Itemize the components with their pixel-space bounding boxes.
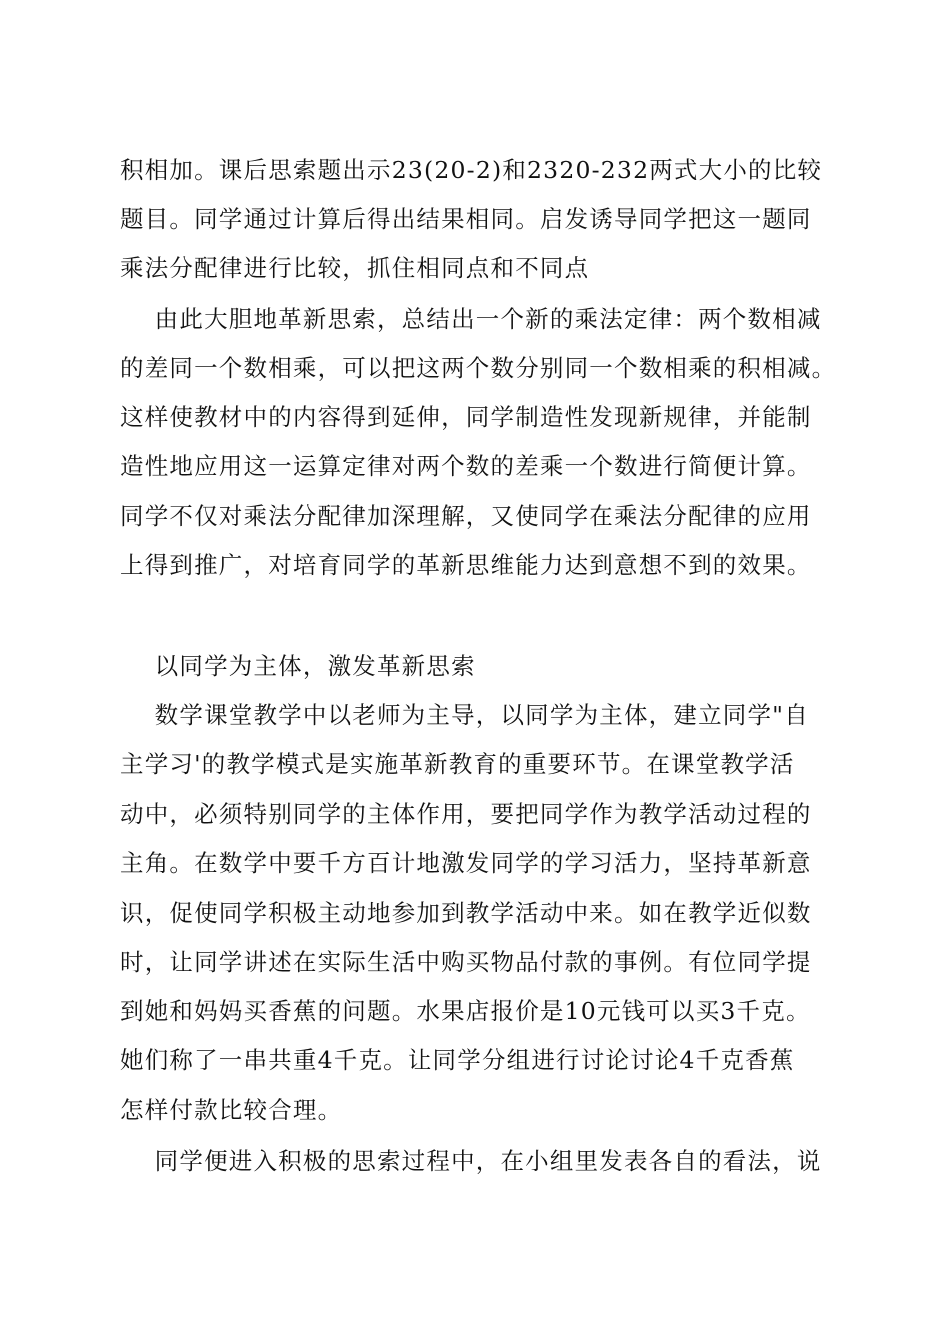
text-line: 动中，必须特别同学的主体作用，要把同学作为教学活动过程的 (120, 800, 812, 828)
text-line: 的差同一个数相乘，可以把这两个数分别同一个数相乘的积相减。 (120, 354, 837, 382)
text-line: 她们称了一串共重4千克。让同学分组进行讨论讨论4千克香蕉 (120, 1046, 795, 1074)
text-line: 同学便进入积极的思索过程中，在小组里发表各自的看法，说 (120, 1147, 822, 1175)
text-line: 积相加。课后思索题出示23(20-2)和2320-232两式大小的比较 (120, 156, 823, 184)
text-line: 题目。同学通过计算后得出结果相同。启发诱导同学把这一题同 (120, 205, 812, 233)
text-line: 到她和妈妈买香蕉的问题。水果店报价是10元钱可以买3千克。 (120, 997, 811, 1025)
text-line: 乘法分配律进行比较，抓住相同点和不同点 (120, 254, 590, 282)
text-line: 怎样付款比较合理。 (120, 1096, 343, 1124)
text-line: 识，促使同学积极主动地参加到教学活动中来。如在教学近似数 (120, 899, 812, 927)
text-line: 数学课堂教学中以老师为主导，以同学为主体，建立同学"自 (120, 701, 809, 729)
text-line: 时，让同学讲述在实际生活中购买物品付款的事例。有位同学提 (120, 948, 812, 976)
text-line: 同学不仅对乘法分配律加深理解，又使同学在乘法分配律的应用 (120, 502, 812, 530)
section-heading: 以同学为主体，激发革新思索 (120, 652, 476, 680)
text-line: 上得到推广，对培育同学的革新思维能力达到意想不到的效果。 (120, 551, 812, 579)
text-line: 主角。在数学中要千方百计地激发同学的学习活力，坚持革新意 (120, 849, 812, 877)
text-line: 这样使教材中的内容得到延伸，同学制造性发现新规律，并能制 (120, 403, 812, 431)
text-line: 主学习'的教学模式是实施革新教育的重要环节。在课堂教学活 (120, 750, 795, 778)
text-line: 由此大胆地革新思索，总结出一个新的乘法定律：两个数相减 (120, 305, 822, 333)
text-line: 造性地应用这一运算定律对两个数的差乘一个数进行简便计算。 (120, 452, 812, 480)
